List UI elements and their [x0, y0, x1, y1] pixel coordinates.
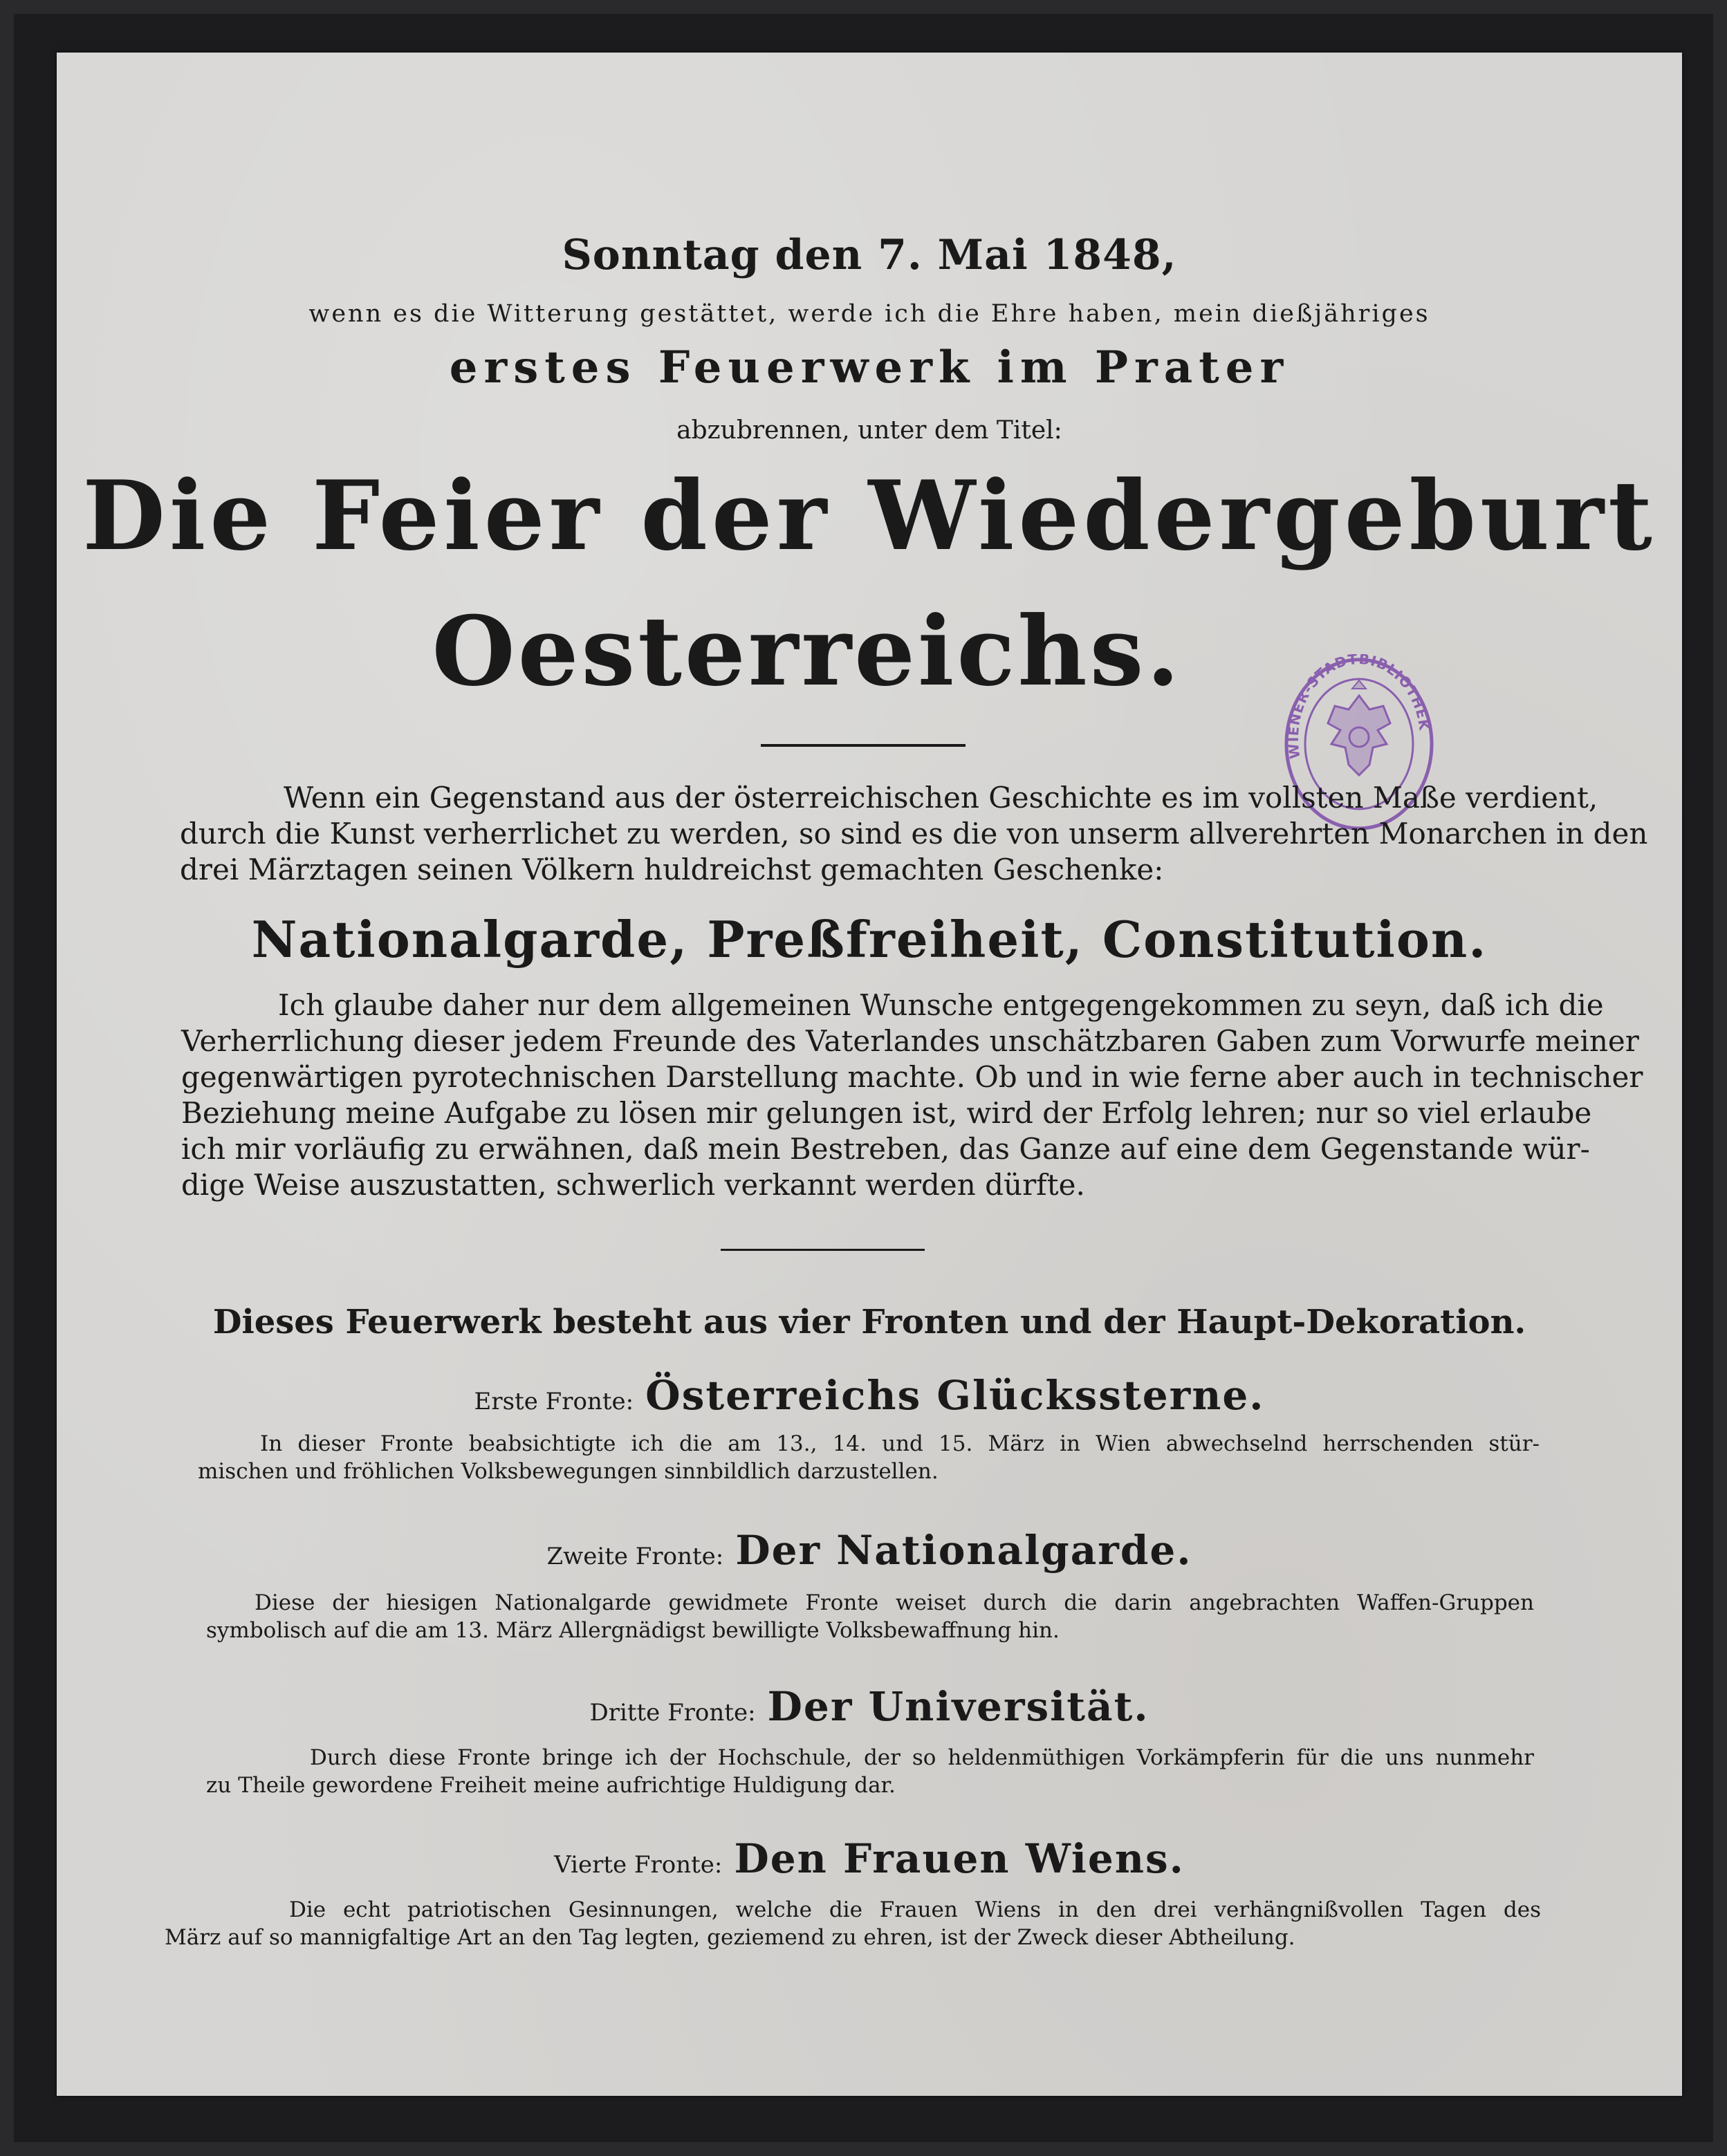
paragraph-line: durch die Kunst verherrlichet zu werden, so sind es die von unserm allverehrten Monarchen in den — [180, 817, 1648, 851]
intro-line: wenn es die Witterung gestättet, werde ich die Ehre haben, mein dießjähriges — [308, 300, 1430, 328]
paragraph-line: Durch diese Fronte bringe ich der Hochschule, der so heldenmüthigen Vorkämpferin für die uns nunmehr — [310, 1745, 1534, 1770]
front-title — [57, 1527, 1682, 1574]
front-description — [198, 1430, 1540, 1485]
title-divider — [761, 744, 966, 747]
paragraph-line: zu Theile gewordene Freiheit meine aufrichtige Huldigung dar. — [206, 1773, 896, 1798]
paragraph-line: mischen und fröhlichen Volksbewegungen sinnbildlich darzustellen. — [198, 1459, 939, 1484]
title-lead: abzubrennen, unter dem Titel: — [676, 416, 1062, 445]
front-title — [57, 1683, 1682, 1730]
section-divider — [721, 1249, 925, 1251]
paragraph-line: Die echt patriotischen Gesinnungen, welche die Frauen Wiens in den drei verhängnißvollen Tagen des — [289, 1897, 1541, 1922]
front-label: Erste Fronte: — [474, 1388, 634, 1415]
front-label: Zweite Fronte: — [546, 1543, 724, 1570]
front-name: Österreichs Glückssterne. — [645, 1372, 1265, 1419]
poster-sheet — [57, 53, 1682, 2096]
paragraph-line: symbolisch auf die am 13. März Allergnädigst bewilligte Volksbewaffnung hin. — [206, 1618, 1060, 1643]
paragraph-line: dige Weise auszustatten, schwerlich verkannt werden dürfte. — [181, 1168, 1085, 1202]
front-label: Vierte Fronte: — [554, 1851, 723, 1879]
front-description — [165, 1896, 1541, 1951]
front-description — [206, 1744, 1534, 1799]
front-name: Der Nationalgarde. — [735, 1527, 1192, 1574]
paragraph-line: Verherrlichung dieser jedem Freunde des Vaterlandes unschätzbaren Gaben zum Vorwurfe meiner — [181, 1024, 1639, 1058]
event-line: erstes Feuerwerk im Prater — [449, 342, 1290, 393]
paragraph-line: Wenn ein Gegenstand aus der österreichischen Geschichte es im vollsten Maße verdient, — [284, 781, 1598, 815]
paragraph-line: In dieser Fronte beabsichtigte ich die am 13., 14. und 15. März in Wien abwechselnd herrschenden stür- — [260, 1431, 1540, 1456]
paragraph-line: gegenwärtigen pyrotechnischen Darstellung machte. Ob und in wie ferne aber auch in technischer — [181, 1060, 1643, 1094]
front-title — [57, 1835, 1682, 1882]
front-description — [206, 1589, 1534, 1644]
front-name: Den Frauen Wiens. — [734, 1835, 1185, 1882]
paragraph-line: drei Märztagen seinen Völkern huldreichst gemachten Geschenke: — [180, 853, 1164, 886]
gifts-line: Nationalgarde, Preßfreiheit, Constitution. — [251, 910, 1488, 969]
front-label: Dritte Fronte: — [589, 1699, 756, 1727]
front-title — [57, 1372, 1682, 1419]
front-name: Der Universität. — [767, 1683, 1149, 1730]
date-line: Sonntag den 7. Mai 1848, — [562, 231, 1177, 279]
paragraph-line: Ich glaube daher nur dem allgemeinen Wunsche entgegengekommen zu seyn, daß ich die — [278, 988, 1604, 1022]
fronts-heading: Dieses Feuerwerk besteht aus vier Fronten und der Haupt-Dekoration. — [212, 1303, 1526, 1341]
stamp-lettering: WIENER-STADTBIBLIOTHEK — [1284, 654, 1433, 760]
paragraph-line: März auf so mannigfaltige Art an den Tag legten, geziemend zu ehren, ist der Zweck dieser Abtheilung. — [165, 1925, 1295, 1950]
intro-paragraph — [180, 780, 1648, 888]
body-paragraph — [181, 987, 1643, 1203]
paragraph-line: Diese der hiesigen Nationalgarde gewidmete Fronte weiset durch die darin angebrachten Waffen-Gruppen — [255, 1590, 1534, 1615]
paragraph-line: ich mir vorläufig zu erwähnen, daß mein Bestreben, das Ganze auf eine dem Gegenstande wür- — [181, 1132, 1590, 1166]
main-title-line-1: Die Feier der Wiedergeburt — [82, 459, 1656, 572]
paragraph-line: Beziehung meine Aufgabe zu lösen mir gelungen ist, wird der Erfolg lehren; nur so viel erlaube — [181, 1096, 1592, 1130]
main-title-line-2: Oesterreichs. — [432, 595, 1183, 707]
